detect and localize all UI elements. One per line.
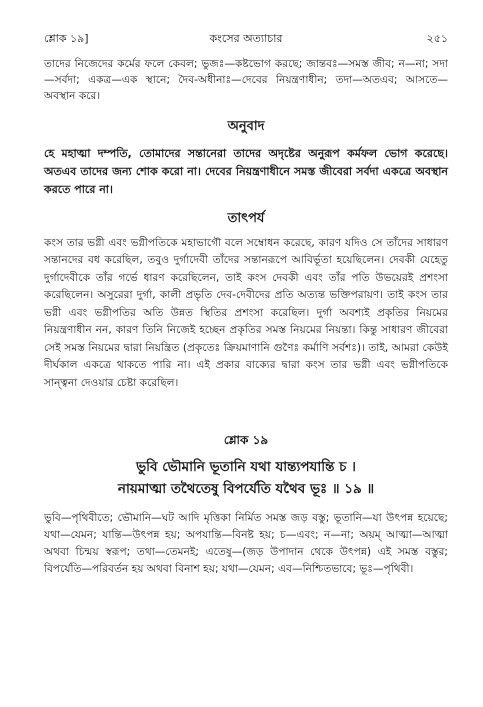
verse-line-1: ভুবি ভৌমানি ভূতানি যথা যান্ত্যপযান্তি চ । xyxy=(136,459,356,476)
verse-heading: শ্লোক ১৯ xyxy=(223,433,269,448)
header-verse-ref: শ্লোক ১৯] xyxy=(44,32,89,45)
purport-text: কংস তার ভগ্নী এবং ভগ্নীপতিকে মহাভাগৌ বলে সম্বোধন করেছে, কারণ যদিও সে তাঁদের সাধারণ সন্তানদের বধ করেছিল, তবুও দুর্গাদেবী তাঁদের সন্তানরূপে আবির্ভূতা হয়েছিলেন। দেবকী যেহেতু দুর্গাদেবীকে তাঁর গর্ভে ধারণ করেছিলেন, তাই কংস দেবকী এবং তাঁর পতি উভয়েরই প্রশংসা করেছিলেন। অসুরেরা দুর্গা, কালী প্রভৃতি দেব-দেবীদের প্রতি অত্যন্ত ভক্তিপরায়ণ। তাই কংস তার ভগ্নী এবং ভগ্নীপতির অতি উন্নত স্থিতির প্রশংসা করেছিল। দুর্গা অবশ্যই প্রকৃতির নিয়মের নিয়ন্ত্রণাধীন নন, কারণ তিনি নিজেই হচ্ছেন প্রকৃতির সমস্ত নিয়মের নিয়ন্তা। কিন্তু সাধারণ জীবেরা সেই সমস্ত নিয়মের দ্বারা নিয়ন্ত্রিত (প্রকৃতেঃ ক্রিয়মাণানি গুণৈঃ কর্মাণি সর্বশঃ)। তাই, আমরা কেউই দীর্ঘকাল একত্রে থাকতে পারি না। এই প্রকার বাক্যের দ্বারা কংস তার ভগ্নী এবং ভগ্নীপতিকে সান্ত্বনা দেওয়ার চেষ্টা করেছিল। xyxy=(44,236,448,389)
purport-heading: তাৎপর্য xyxy=(227,210,265,226)
synonyms-text: ভুবি—পৃথিবীতে; ভৌমানি—ঘট আদি মৃত্তিকা নির্মিত সমস্ত জড় বস্তু; ভূতানি—যা উৎপন্ন হয়েছে; যথা—যেমন; যান্তি—উৎপন্ন হয়; অপযান্তি—বিনষ্ট হয়; চ—এবং; ন—না; অয়ম্ আত্মা—আত্মা অথবা চিন্ময় স্বরূপ; তথা—তেমনই; এতেষু—(জড় উপাদান থেকে উৎপন্ন) এই সমস্ত বস্তুর; বিপর্যেতি—পরিবর্তন হয় অথবা বিনাশ হয়; যথা—যেমন; এব—নিশ্চিতভাবে; ভূঃ—পৃথিবী। xyxy=(44,512,448,576)
header-chapter-title: কংসের অত্যাচার xyxy=(209,32,283,45)
page xyxy=(44,30,448,578)
running-header xyxy=(44,30,448,48)
page-number: ২৫১ xyxy=(426,32,448,45)
translation-text: হে মহাত্মা দম্পতি, তোমাদের সন্তানেরা তাদের অদৃষ্টের অনুরূপ কর্মফল ভোগ করেছে। অতএব তাদের জন্য শোক করো না। দেবের নিয়ন্ত্রণাধীনে সমস্ত জীবেরা সর্বদা একত্রে অবস্থান করতে পারে না। xyxy=(44,146,448,196)
translation-heading: অনুবাদ xyxy=(227,118,265,134)
word-meanings-continued: তাদের নিজেদের কর্মের ফলে কেবল; ভুজঃ—কষ্টভোগ করছে; জান্তবঃ—সমস্ত জীব; ন—না; সদা—সর্বদা; একত্র—এক স্থানে; দৈব-অধীনাঃ—দেবের নিয়ন্ত্রণাধীন; তদা—অতএব; আসতে—অবস্থান করে। xyxy=(44,58,448,103)
verse-line-2: নায়মাত্মা তথৈতেষু বিপর্যেতি যথৈব ভূঃ ॥ ১৯ ॥ xyxy=(117,481,375,498)
